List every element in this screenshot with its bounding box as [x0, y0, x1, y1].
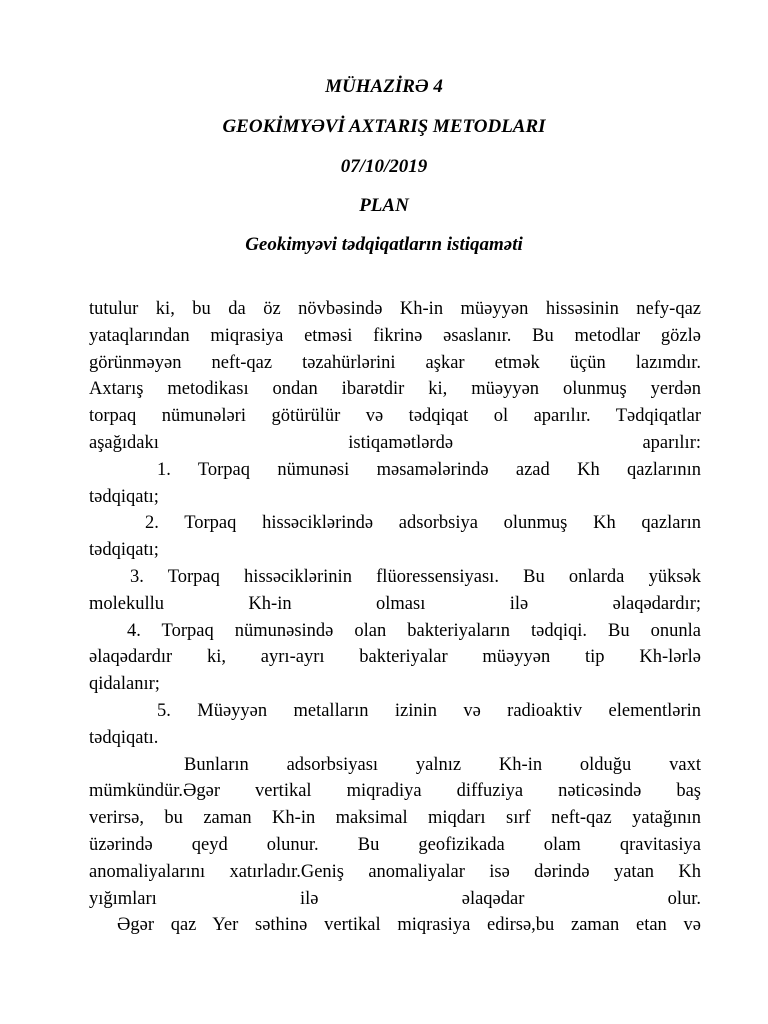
- text-line: qidalanır;: [89, 674, 160, 695]
- list-item-2: 2. Torpaq hissəciklərində adsorbsiya olunmuş Kh qazların: [145, 513, 701, 534]
- plan-heading: PLAN: [359, 195, 409, 216]
- list-item-3: 3. Torpaq hissəciklərinin flüoressensiyası. Bu onlarda yüksək: [130, 566, 701, 587]
- text-line: yataqlarından miqrasiya etməsi fikrinə əsaslanır. Bu metodlar gözlə: [89, 325, 701, 346]
- text-line: tədqiqatı.: [89, 727, 159, 748]
- text-line: mümkündür.Əgər vertikal miqradiya diffuziya nəticəsində baş: [89, 781, 701, 802]
- document-date: 07/10/2019: [340, 156, 428, 177]
- text-line: tədqiqatı;: [89, 486, 159, 507]
- list-item-4: 4. Torpaq nümunəsində olan bakteriyaların tədqiqi. Bu onunla: [127, 620, 701, 641]
- text-line: üzərində qeyd olunur. Bu geofizikada olam qravitasiya: [89, 834, 701, 855]
- section-subtitle: Geokimyəvi tədqiqatların istiqaməti: [245, 234, 523, 255]
- text-line: Axtarış metodikası ondan ibarətdir ki, müəyyən olunmuş yerdən: [89, 379, 701, 400]
- lecture-number: MÜHAZİRƏ 4: [325, 76, 443, 97]
- text-line: aşağıdakı istiqamətlərdə aparılır:: [89, 432, 701, 453]
- text-line: yığımları ilə əlaqədar olur.: [89, 888, 701, 909]
- list-item-1: 1. Torpaq nümunəsi məsamələrində azad Kh qazlarının: [157, 459, 701, 480]
- text-line: molekullu Kh-in olması ilə əlaqədardır;: [89, 593, 701, 614]
- body-text: [89, 296, 701, 939]
- text-line: əlaqədardır ki, ayrı-ayrı bakteriyalar müəyyən tip Kh-lərlə: [89, 647, 701, 668]
- text-line: verirsə, bu zaman Kh-in maksimal miqdarı sırf neft-qaz yatağının: [89, 808, 701, 829]
- paragraph-start: Bunların adsorbsiyası yalnız Kh-in olduğu vaxt: [184, 754, 701, 775]
- text-line: torpaq nümunələri götürülür və tədqiqat ol aparılır. Tədqiqatlar: [89, 406, 701, 427]
- paragraph-start: Əgər qaz Yer səthinə vertikal miqrasiya edirsə,bu zaman etan və: [117, 915, 701, 936]
- text-line: tədqiqatı;: [89, 540, 159, 561]
- document-title: GEOKİMYƏVİ AXTARIŞ METODLARI: [222, 116, 546, 137]
- text-line: anomaliyalarını xatırladır.Geniş anomaliyalar isə dərində yatan Kh: [89, 861, 701, 882]
- list-item-5: 5. Müəyyən metalların izinin və radioaktiv elementlərin: [157, 700, 701, 721]
- text-line: görünməyən neft-qaz təzahürlərini aşkar etmək üçün lazımdır.: [89, 352, 701, 373]
- text-line: tutulur ki, bu da öz növbəsində Kh-in müəyyən hissəsinin nefy-qaz: [89, 299, 701, 319]
